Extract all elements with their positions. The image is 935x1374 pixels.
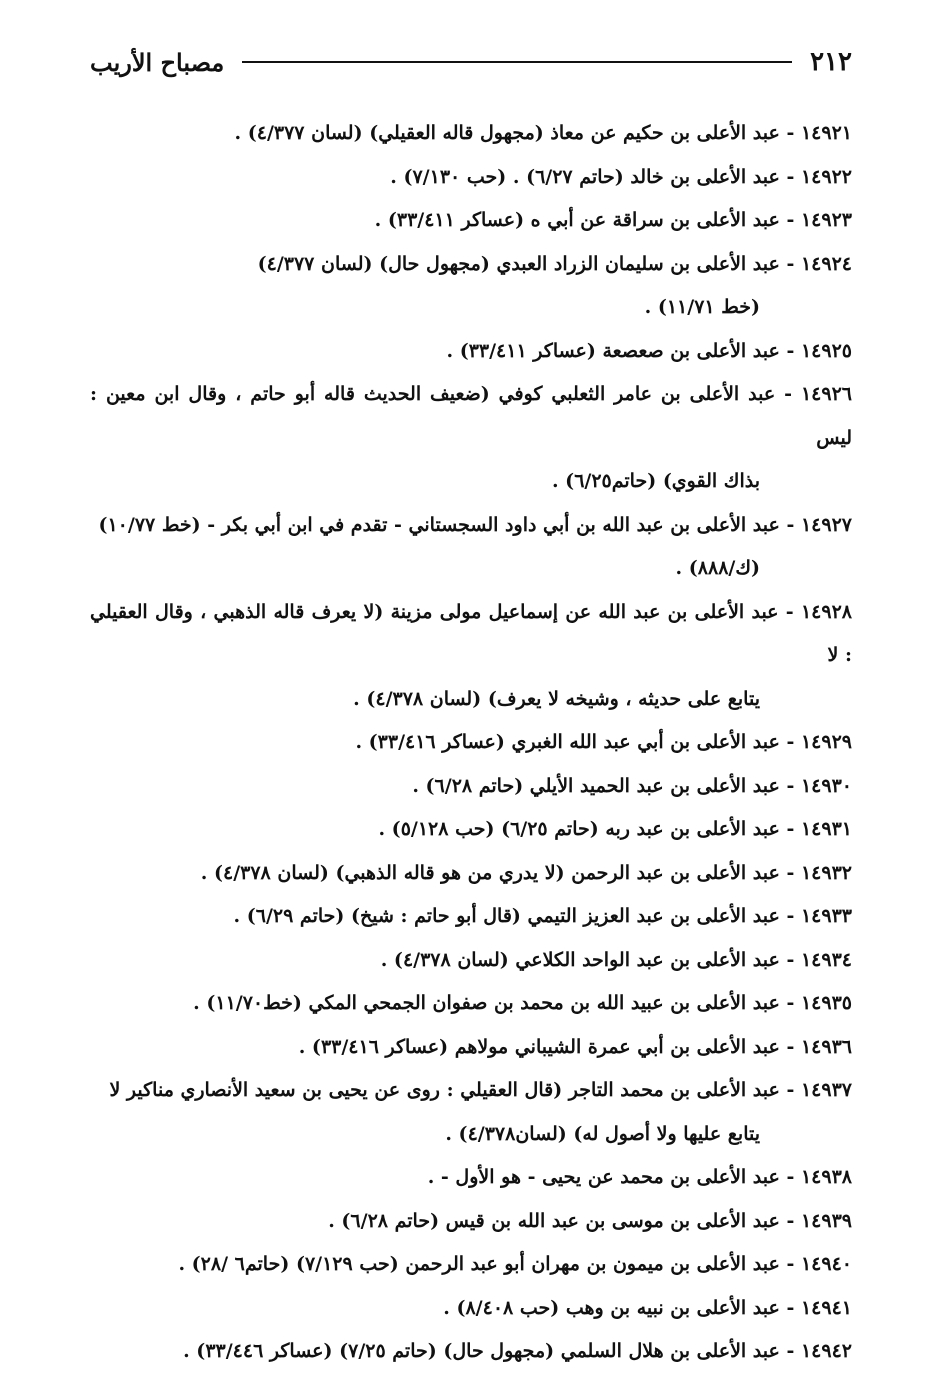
biography-entry bbox=[90, 112, 852, 156]
page-number: ٢١٢ bbox=[810, 47, 852, 77]
entry-line: ١٤٩٣٤ - عبد الأعلى بن عبد الواحد الكلاعي (لسان ٤/٣٧٨) . bbox=[380, 948, 852, 971]
entry-line: ١٤٩٣٨ - عبد الأعلى بن محمد عن يحيى - هو الأول - . bbox=[427, 1166, 852, 1188]
biography-entry bbox=[90, 591, 852, 722]
entry-line: ١٤٩٤٢ - عبد الأعلى بن هلال السلمي (مجهول حال) (حاتم ٧/٢٥) (عساكر ٣٣/٤٤٦) . bbox=[183, 1340, 852, 1362]
biography-entry bbox=[90, 1243, 852, 1287]
entry-line: ١٤٩٢٣ - عبد الأعلى بن سراقة عن أبي ه (عساكر ٣٣/٤١١) . bbox=[374, 209, 852, 231]
page-header bbox=[90, 42, 852, 82]
entry-line: ١٤٩٣٥ - عبد الأعلى بن عبيد الله بن محمد بن صفوان الجمحي المكي (خط١١/٧٠) . bbox=[193, 992, 852, 1014]
biography-entry bbox=[90, 504, 852, 591]
entry-line: ١٤٩٢٥ - عبد الأعلى بن صعصعة (عساكر ٣٣/٤١١) . bbox=[446, 339, 852, 362]
biography-entry bbox=[90, 330, 852, 374]
biography-entry bbox=[90, 1156, 852, 1200]
biography-entry bbox=[90, 1330, 852, 1374]
biography-entry bbox=[90, 1287, 852, 1331]
biography-entry bbox=[90, 721, 852, 765]
entry-line: ١٤٩٣٧ - عبد الأعلى بن محمد التاجر (قال العقيلي : روى عن يحيى بن سعيد الأنصاري مناكير لا bbox=[109, 1079, 852, 1101]
entry-continuation-line: بذاك القوي) (حاتم٦/٢٥) . bbox=[551, 470, 760, 492]
biography-entry bbox=[90, 852, 852, 896]
biography-entry bbox=[90, 939, 852, 983]
entries-list bbox=[90, 112, 852, 1374]
entry-line: ١٤٩٤٠ - عبد الأعلى بن ميمون بن مهران أبو عبد الرحمن (حب ٧/١٢٩) (حاتم٦ /٢٨) . bbox=[178, 1253, 852, 1275]
entry-line: ١٤٩٢٤ - عبد الأعلى بن سليمان الزراد العبدي (مجهول حال) (لسان ٤/٣٧٧) bbox=[257, 252, 852, 275]
biography-entry bbox=[90, 243, 852, 330]
entry-line: ١٤٩٢٢ - عبد الأعلى بن خالد (حاتم ٦/٢٧) . (حب ٧/١٣٠) . bbox=[390, 165, 852, 188]
entry-continuation-line: يتابع عليها ولا أصول له) (لسان٤/٣٧٨) . bbox=[445, 1122, 760, 1145]
biography-entry bbox=[90, 373, 852, 504]
biography-entry bbox=[90, 808, 852, 852]
entry-continuation-line: يتابع على حديثه ، وشيخه لا يعرف) (لسان ٤/٣٧٨) . bbox=[353, 687, 760, 710]
entry-line: ١٤٩٣٣ - عبد الأعلى بن عبد العزيز التيمي (قال أبو حاتم : شيخ) (حاتم ٦/٢٩) . bbox=[233, 905, 852, 927]
entry-line: ١٤٩٢٩ - عبد الأعلى بن أبي عبد الله الغبري (عساكر ٣٣/٤١٦) . bbox=[355, 731, 852, 753]
biography-entry bbox=[90, 895, 852, 939]
biography-entry bbox=[90, 1200, 852, 1244]
biography-entry bbox=[90, 156, 852, 200]
entry-line: ١٤٩٢٨ - عبد الأعلى بن عبد الله عن إسماعيل مولى مزينة (لا يعرف قاله الذهبي ، وقال العقيلي : لا bbox=[90, 600, 852, 666]
entry-line: ١٤٩٢١ - عبد الأعلى بن حكيم عن معاذ (مجهول قاله العقيلي) (لسان ٤/٣٧٧) . bbox=[234, 122, 852, 144]
entry-line: ١٤٩٤١ - عبد الأعلى بن نبيه بن وهب (حب ٨/٤٠٨) . bbox=[443, 1296, 852, 1319]
biography-entry bbox=[90, 765, 852, 809]
book-title: مصباح الأريب bbox=[90, 47, 225, 77]
biography-entry bbox=[90, 199, 852, 243]
biography-entry bbox=[90, 1026, 852, 1070]
entry-line: ١٤٩٣٦ - عبد الأعلى بن أبي عمرة الشيباني مولاهم (عساكر ٣٣/٤١٦) . bbox=[298, 1035, 852, 1058]
header-rule bbox=[242, 61, 792, 63]
entry-line: ١٤٩٢٧ - عبد الأعلى بن عبد الله بن أبي داود السجستاني - تقدم في ابن أبي بكر - (خط ١٠/٧٧) bbox=[98, 513, 852, 536]
entry-line: ١٤٩٢٦ - عبد الأعلى بن عامر الثعلبي كوفي (ضعيف الحديث قاله أبو حاتم ، وقال ابن معين : ليس bbox=[90, 383, 852, 449]
entry-line: ١٤٩٣٢ - عبد الأعلى بن عبد الرحمن (لا يدري من هو قاله الذهبي) (لسان ٤/٣٧٨) . bbox=[200, 861, 852, 884]
entry-line: ١٤٩٣٠ - عبد الأعلى بن عبد الحميد الأيلي (حاتم ٦/٢٨) . bbox=[412, 774, 852, 797]
entry-line: ١٤٩٣١ - عبد الأعلى بن عبد ربه (حاتم ٦/٢٥) (حب ٥/١٢٨) . bbox=[378, 818, 852, 840]
entry-line: ١٤٩٣٩ - عبد الأعلى بن موسى بن عبد الله بن قيس (حاتم ٦/٢٨) . bbox=[328, 1209, 852, 1232]
entry-continuation-line: (ك/٨٨٨) . bbox=[675, 557, 760, 579]
biography-entry bbox=[90, 982, 852, 1026]
entry-continuation-line: (خط ١١/٧١) . bbox=[644, 296, 760, 318]
biography-entry bbox=[90, 1069, 852, 1156]
